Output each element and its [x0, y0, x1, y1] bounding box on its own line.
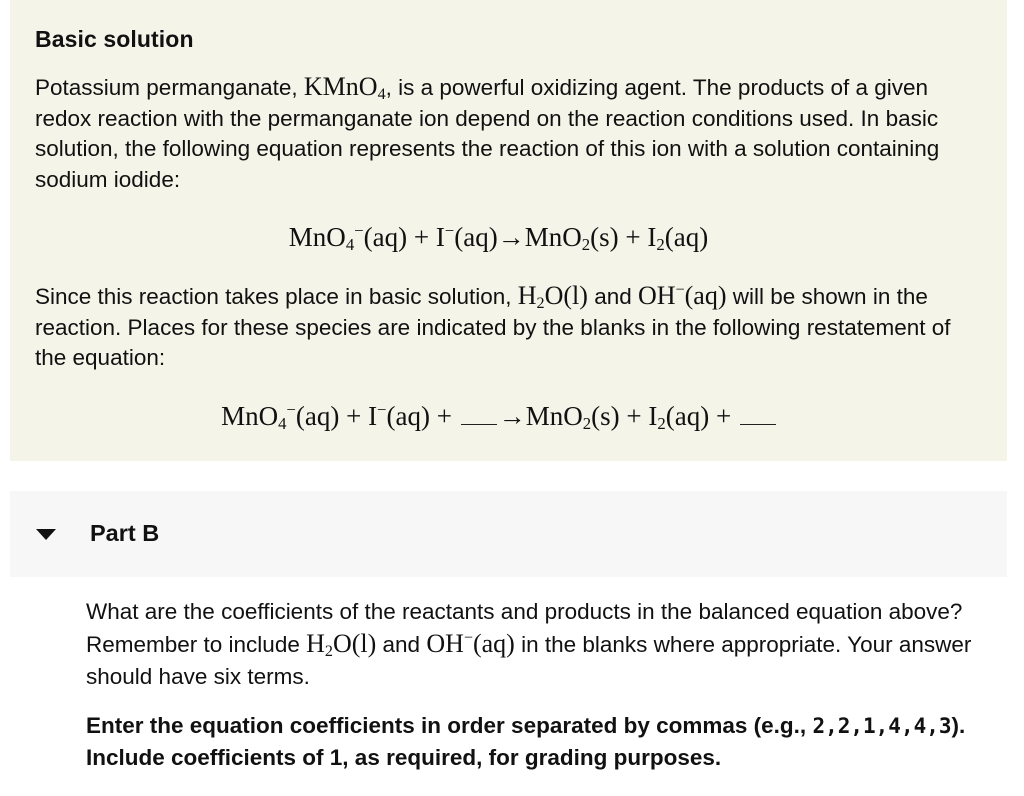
text-span: , is a powerful oxidizing agent. The products of a given redox reaction with the permanganate ion depend on the reaction conditions used. In basic solution, the following equation represents the reaction of this ion with a solution containing sodium iodide:: [35, 75, 940, 192]
example-coefficients: 2,2,1,4,4,3: [812, 714, 952, 738]
formula-text: KMnO: [303, 72, 378, 101]
text-span: What are the coefficients of the reactants and products in the balanced equation above? Remember to include: [86, 599, 963, 657]
text-span: and: [587, 284, 638, 309]
hydroxide-formula: OH−(aq): [637, 281, 727, 310]
part-b-header[interactable]: [10, 491, 1007, 577]
text-span: and: [376, 632, 427, 657]
question-text: [86, 596, 986, 693]
intro-paragraph: [35, 72, 985, 195]
instruction-text: [86, 710, 996, 773]
reactant-blank: [461, 404, 497, 425]
text-span: will be shown in the reaction. Places for these species are indicated by the blanks in the following restatement of the equation:: [35, 284, 951, 370]
kmno4-formula: [303, 72, 386, 104]
part-title: Part B: [90, 520, 160, 546]
text-span: Potassium permanganate,: [35, 75, 304, 100]
text-span: in the blanks where appropriate. Your answer should have six terms.: [86, 632, 972, 689]
section-title: Basic solution: [35, 26, 194, 52]
formula-subscript: 4: [377, 86, 386, 104]
hydroxide-formula: OH−(aq): [426, 629, 515, 658]
basic-solution-paragraph: [35, 281, 985, 374]
text-span: Enter the equation coefficients in order separated by commas (e.g.,: [86, 713, 813, 738]
collapse-caret-icon[interactable]: [36, 529, 56, 540]
text-span: Since this reaction takes place in basic solution,: [35, 284, 518, 309]
product-blank: [740, 404, 776, 425]
intro-panel: [10, 0, 1007, 461]
reaction-equation: $MnO_4^-(aq) + I^-(aq)\to MnO_2(s) + I_2(aq)$: [288, 220, 709, 255]
restated-equation: $MnO_4^-(aq) + I^-(aq) + \to MnO_2(s) + I_2(aq)$ +: [1, 401, 998, 432]
water-formula: $H_2O(l)$: [306, 629, 377, 661]
water-formula: $H_2O(l)$: [517, 281, 588, 313]
text-span: ). Include coefficients of 1, as required, for grading purposes.: [86, 713, 966, 770]
